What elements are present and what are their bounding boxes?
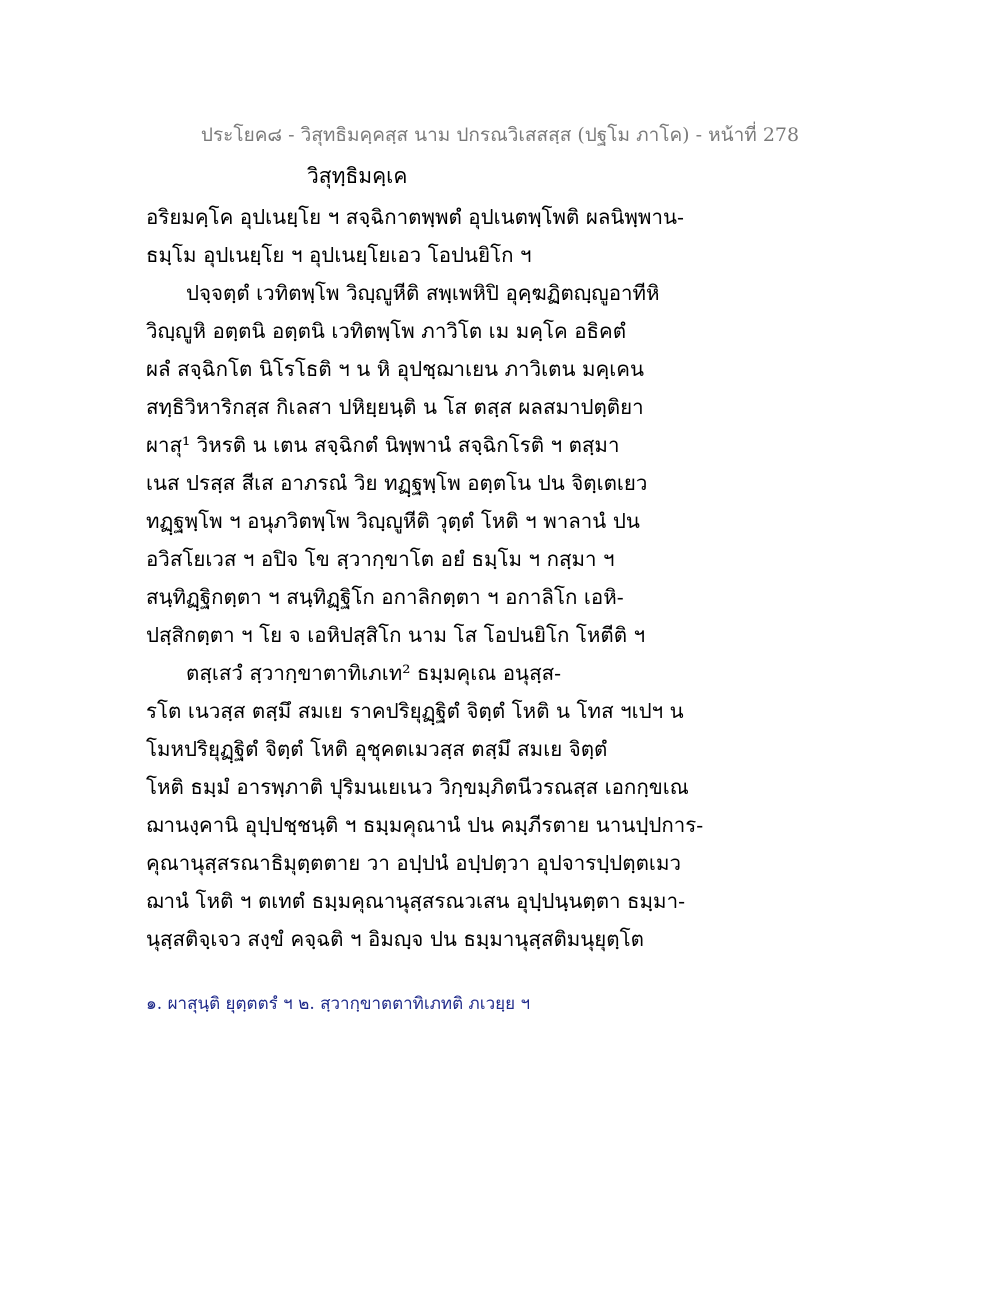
text-line: โหติ ธมฺมํ อารพฺภาติ ปุริมนเยเนว วิกฺขมฺภิตนีวรณสฺส เอกกฺขเณ	[146, 775, 689, 799]
text-line: ผลํ สจฺฉิกโต นิโรโธติ ฯ น หิ อุปชฺฌาเยน ภาวิเตน มคฺเคน	[146, 357, 644, 381]
text-line: ตสฺเสวํ สฺวากฺขาตาทิเภเท² ธมฺมคุเณ อนุสฺส-	[186, 661, 562, 685]
text-line: นุสฺสติจฺเจว สงฺขํ คจฺฉติ ฯ อิมญฺจ ปน ธมฺมานุสฺสติมนุยุตฺโต	[146, 927, 644, 951]
footnote: ๑. ผาสุนฺติ ยุตฺตตรํ ฯ ๒. สฺวากฺขาตตาทิเภทติ ภเวยฺย ฯ	[146, 994, 530, 1014]
text-line: ทฏฺฐพฺโพ ฯ อนุภวิตพฺโพ วิญฺญูหีติ วุตฺตํ โหติ ฯ พาลานํ ปน	[146, 509, 640, 533]
text-line: วิญฺญูหิ อตฺตนิ อตฺตนิ เวทิตพฺโพ ภาวิโต เม มคฺโค อธิคตํ	[146, 319, 627, 343]
text-line: รโต เนวสฺส ตสฺมึ สมเย ราคปริยุฏฺฐิตํ จิตฺตํ โหติ น โทส ฯเปฯ น	[146, 699, 684, 723]
page-header: ประโยค๘ - วิสุทธิมคฺคสฺส นาม ปกรณวิเสสสฺส (ปฐโม ภาโค) - หน้าที่ 278	[200, 124, 800, 146]
text-line: ฌานํ โหติ ฯ ตเทตํ ธมฺมคุณานุสฺสรณวเสน อุปฺปนฺนตฺตา ธมฺมา-	[146, 889, 686, 913]
text-line: สทฺธิวิหาริกสฺส กิเลสา ปหิยฺยนฺติ น โส ตสฺส ผลสมาปตฺติยา	[146, 395, 644, 419]
text-line: คุณานุสฺสรณาธิมุตฺตตาย วา อปฺปนํ อปฺปตฺวา อุปจารปฺปตฺตเมว	[146, 851, 681, 875]
text-line: โมหปริยุฏฺฐิตํ จิตฺตํ โหติ อุชุคตเมวสฺส ตสฺมึ สมเย จิตฺตํ	[146, 737, 608, 761]
text-line: ฌานงฺคานิ อุปฺปชฺชนฺติ ฯ ธมฺมคุณานํ ปน คมฺภีรตาย นานปฺปการ-	[146, 813, 704, 837]
text-line: ธมฺโม อุปเนยฺโย ฯ อุปเนยฺโยเอว โอปนยิโก ฯ	[146, 243, 532, 267]
text-line: อริยมคฺโค อุปเนยฺโย ฯ สจฺฉิกาตพฺพตํ อุปเนตพฺโพติ ผลนิพฺพาน-	[146, 205, 684, 229]
text-line: สนฺทิฏฺฐิกตฺตา ฯ สนฺทิฏฺฐิโก อกาลิกตฺตา ฯ อกาลิโก เอหิ-	[146, 585, 624, 609]
text-line: เนส ปรสฺส สีเส อาภรณํ วิย ทฏฺฐพฺโพ อตฺตโน ปน จิตฺเตเยว	[146, 471, 648, 495]
text-line: ผาสุ¹ วิหรติ น เตน สจฺฉิกตํ นิพฺพานํ สจฺฉิกโรติ ฯ ตสฺมา	[146, 433, 620, 457]
text-line: อวิสโยเวส ฯ อปิจ โข สฺวากฺขาโต อยํ ธมฺโม ฯ กสฺมา ฯ	[146, 547, 615, 571]
section-title: วิสุทฺธิมคฺเค	[307, 164, 408, 188]
text-line: ปจฺจตฺตํ เวทิตพฺโพ วิญฺญูหีติ สพฺเพหิปิ อุคฺฆฏิตญฺญูอาทีหิ	[186, 281, 660, 305]
body-text	[146, 200, 846, 960]
text-line: ปสฺสิกตฺตา ฯ โย จ เอหิปสฺสิโก นาม โส โอปนยิโก โหตีติ ฯ	[146, 623, 646, 647]
